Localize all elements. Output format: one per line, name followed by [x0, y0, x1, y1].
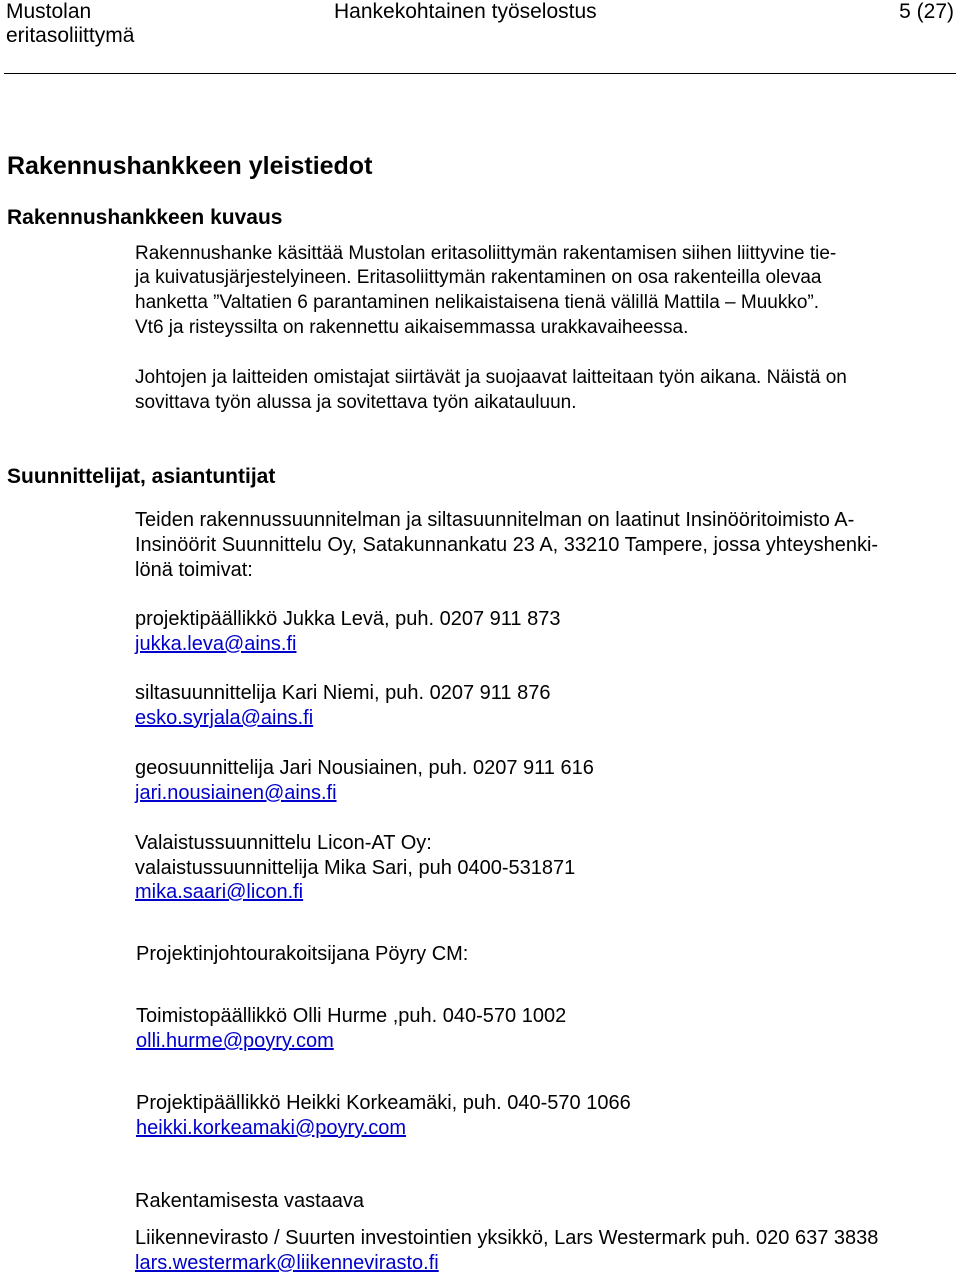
- section-heading-designers: Suunnittelijat, asiantuntijat: [7, 465, 276, 488]
- pm-contractor-heading: Projektinjohtourakoitsijana Pöyry CM:: [136, 943, 469, 965]
- paragraph-line: Vt6 ja risteyssilta on rakennettu aikaisemmassa urakkavaiheessa.: [135, 317, 689, 338]
- paragraph-line: hanketta ”Valtatien 6 parantaminen nelikaistaisena tienä välillä Mattila – Muukko”.: [135, 292, 820, 313]
- contact-line: geosuunnittelija Jari Nousiainen, puh. 0207 911 616: [135, 757, 594, 779]
- contact-email-link[interactable]: jukka.leva@ains.fi: [135, 633, 297, 655]
- responsible-heading: Rakentamisesta vastaava: [135, 1190, 365, 1212]
- lighting-contact-line: valaistussuunnittelija Mika Sari, puh 0400-531871: [135, 857, 576, 879]
- paragraph-line: lönä toimivat:: [135, 559, 253, 581]
- paragraph-line: Insinöörit Suunnittelu Oy, Satakunnankatu 23 A, 33210 Tampere, jossa yhteyshenki-: [135, 534, 879, 556]
- paragraph-line: sovittava työn alussa ja sovitettava työn aikatauluun.: [135, 392, 577, 413]
- contact-email-link[interactable]: olli.hurme@poyry.com: [136, 1030, 334, 1052]
- section-heading-description: Rakennushankkeen kuvaus: [7, 206, 283, 229]
- contact-email-link[interactable]: jari.nousiainen@ains.fi: [135, 782, 337, 804]
- header-document-title: Hankekohtainen työselostus: [334, 0, 597, 23]
- contact-line: Projektipäällikkö Heikki Korkeamäki, puh. 040-570 1066: [136, 1092, 631, 1114]
- contact-line: Toimistopäällikkö Olli Hurme ,puh. 040-570 1002: [136, 1005, 567, 1027]
- paragraph-line: Teiden rakennussuunnitelman ja siltasuunnitelman on laatinut Insinööritoimisto A-: [135, 509, 855, 531]
- lighting-company-line: Valaistussuunnittelu Licon-AT Oy:: [135, 832, 432, 854]
- contact-line: projektipäällikkö Jukka Levä, puh. 0207 911 873: [135, 608, 561, 630]
- paragraph-line: ja kuivatusjärjestelyineen. Eritasoliittymän rakentaminen on osa rakenteilla olevaa: [135, 267, 822, 288]
- contact-line: siltasuunnittelija Kari Niemi, puh. 0207 911 876: [135, 682, 551, 704]
- lighting-email-link[interactable]: mika.saari@licon.fi: [135, 881, 304, 903]
- contact-email-link[interactable]: heikki.korkeamaki@poyry.com: [136, 1117, 407, 1139]
- header-project-name-line1: Mustolan: [6, 0, 92, 23]
- page-heading: Rakennushankkeen yleistiedot: [7, 152, 373, 180]
- contact-email-link[interactable]: esko.syrjala@ains.fi: [135, 707, 314, 729]
- header-project-name-line2: eritasoliittymä: [6, 24, 135, 47]
- paragraph-line: Johtojen ja laitteiden omistajat siirtävät ja suojaavat laitteitaan työn aikana. Näistä on: [135, 367, 847, 388]
- responsible-email-link[interactable]: lars.westermark@liikennevirasto.fi: [135, 1252, 439, 1274]
- header-divider: [4, 73, 956, 74]
- responsible-contact-line: Liikennevirasto / Suurten investointien yksikkö, Lars Westermark puh. 020 637 3838: [135, 1227, 879, 1249]
- paragraph-line: Rakennushanke käsittää Mustolan eritasoliittymän rakentamisen siihen liittyvine tie-: [135, 243, 837, 264]
- header-page-number: 5 (27): [899, 0, 954, 23]
